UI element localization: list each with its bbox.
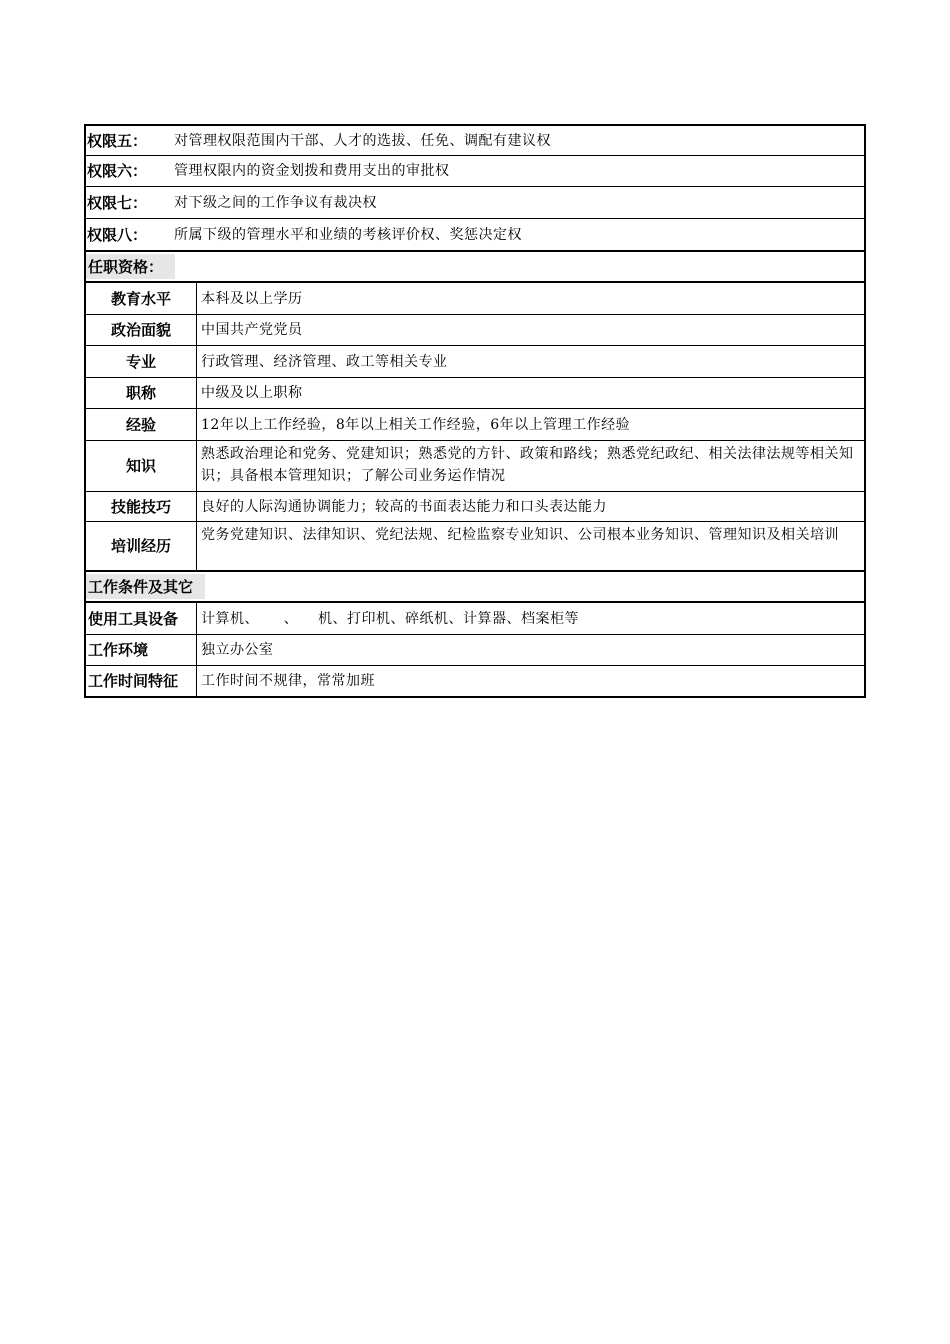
field-label: 技能技巧 — [86, 492, 197, 521]
field-label: 专业 — [86, 346, 197, 377]
condition-row-tools — [84, 603, 866, 635]
field-label: 职称 — [86, 378, 197, 408]
authority-label: 权限五： — [87, 131, 148, 150]
authority-label: 权限六： — [87, 162, 148, 180]
field-value: 计算机、 、 机、打印机、碎纸机、计算器、档案柜等 — [201, 610, 580, 627]
section-title: 任职资格： — [86, 254, 175, 279]
qualification-row-skills — [84, 492, 866, 522]
field-label: 经验 — [86, 409, 197, 440]
field-label: 教育水平 — [86, 283, 197, 314]
authority-text: 所属下级的管理水平和业绩的考核评价权、奖惩决定权 — [174, 226, 522, 243]
section-title: 工作条件及其它 — [86, 574, 205, 599]
authority-row-6 — [84, 156, 866, 187]
authority-text: 对下级之间的工作争议有裁决权 — [174, 194, 377, 211]
job-description-table — [84, 124, 866, 698]
authority-text: 对管理权限范围内干部、人才的选拔、任免、调配有建议权 — [174, 132, 551, 149]
field-value: 党务党建知识、法律知识、党纪法规、纪检监察专业知识、公司根本业务知识、管理知识及相关培训 — [201, 527, 839, 543]
field-value: 行政管理、经济管理、政工等相关专业 — [201, 353, 448, 370]
field-label: 培训经历 — [86, 522, 197, 570]
field-value: 良好的人际沟通协调能力；较高的书面表达能力和口头表达能力 — [201, 498, 607, 515]
field-label: 政治面貌 — [86, 315, 197, 345]
field-value: 12年以上工作经验，8年以上相关工作经验，6年以上管理工作经验 — [201, 416, 631, 433]
field-label: 工作环境 — [86, 635, 197, 665]
field-value: 本科及以上学历 — [201, 290, 303, 307]
qualifications-section-header — [84, 252, 866, 283]
qualification-row-political — [84, 315, 866, 346]
authority-label: 权限八： — [87, 225, 148, 244]
authority-row-8 — [84, 219, 866, 252]
authority-row-5 — [84, 124, 866, 156]
conditions-section-header — [84, 572, 866, 603]
qualification-row-education — [84, 283, 866, 315]
authority-row-7 — [84, 187, 866, 219]
condition-row-hours — [84, 666, 866, 698]
qualification-row-knowledge — [84, 441, 866, 492]
condition-row-environment — [84, 635, 866, 666]
field-label: 工作时间特征 — [86, 666, 197, 696]
field-value: 中国共产党党员 — [201, 322, 303, 338]
qualification-row-major — [84, 346, 866, 378]
field-value: 中级及以上职称 — [201, 385, 303, 401]
qualification-row-experience — [84, 409, 866, 441]
authority-label: 权限七： — [87, 193, 148, 212]
authority-text: 管理权限内的资金划拨和费用支出的审批权 — [174, 163, 450, 179]
field-label: 使用工具设备 — [86, 603, 197, 634]
field-value: 熟悉政治理论和党务、党建知识；熟悉党的方针、政策和路线；熟悉党纪政纪、相关法律法规等相关知识；具备根本管理知识；了解公司业务运作情况 — [201, 446, 854, 484]
qualification-row-title — [84, 378, 866, 409]
field-value: 独立办公室 — [201, 642, 274, 658]
field-value: 工作时间不规律，常常加班 — [201, 673, 375, 689]
field-label: 知识 — [86, 441, 197, 491]
qualification-row-training — [84, 522, 866, 572]
